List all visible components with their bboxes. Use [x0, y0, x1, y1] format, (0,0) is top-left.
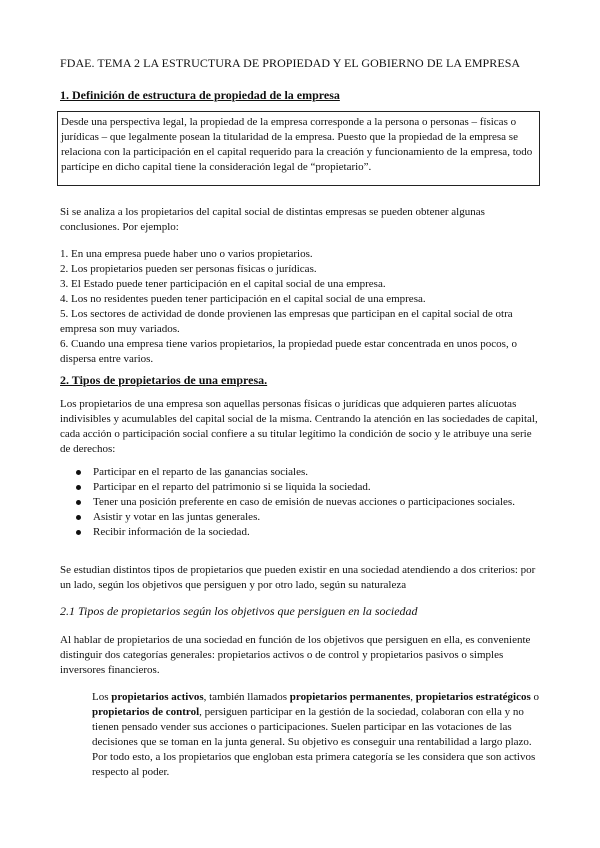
list-item-text: Participar en el reparto de las ganancias sociales. — [93, 466, 309, 478]
paragraph-text: , persiguen participar en la gestión de la sociedad, colaboran con ella y no tienen pensado vender sus acciones o participaciones. Suelen participar en las votaciones de las decisiones que se toman en la junta general. Su objetivo es conseguir una rentabilidad a largo plazo. Por todo esto, a los propietarios que engloban esta primera categoría se les considera que son activos respecto al poder. — [92, 706, 536, 778]
section1-heading: 1. Definición de estructura de propiedad de la empresa — [60, 88, 340, 102]
list-item: 2. Los propietarios pueden ser personas físicas o jurídicas. — [60, 263, 317, 275]
list-item: 1. En una empresa puede haber uno o varios propietarios. — [60, 248, 313, 260]
list-item — [76, 525, 536, 540]
conclusions-list — [60, 247, 540, 367]
paragraph-text: o — [530, 691, 539, 703]
bullet-icon — [76, 515, 81, 520]
list-item-text: Asistir y votar en las juntas generales. — [93, 511, 261, 523]
list-item — [76, 510, 536, 525]
list-item — [76, 480, 536, 495]
bold-term: propietarios estratégicos — [415, 691, 531, 703]
list-item: 6. Cuando una empresa tiene varios propietarios, la propiedad puede estar concentrada en unos pocos, o dispersa entre varios. — [60, 338, 517, 365]
list-item — [76, 495, 536, 510]
bold-term: propietarios permanentes — [289, 691, 411, 703]
bullet-icon — [76, 485, 81, 490]
subsection-intro: Al hablar de propietarios de una sociedad en función de los objetivos que persiguen en ella, es conveniente distinguir dos categorías generales: propietarios activos o de control y propietarios pasivos o simples inversores financieros. — [60, 634, 531, 676]
section2-heading: 2. Tipos de propietarios de una empresa. — [60, 373, 268, 387]
list-item-text: Tener una posición preferente en caso de emisión de nuevas acciones o participaciones sociales. — [93, 496, 515, 508]
subsection-heading: 2.1 Tipos de propietarios según los objetivos que persiguen en la sociedad — [60, 604, 418, 618]
definition-box: Desde una perspectiva legal, la propiedad de la empresa corresponde a la persona o personas – físicas o jurídicas – que legalmente posean la titularidad de la empresa. Puesto que la propiedad de la empresa se relaciona con la participación en el capital requerido para la creación y funcionamiento de la empresa, todo partícipe en dicho capital tiene la consideración legal de “propietario”. — [57, 111, 540, 186]
list-item: 3. El Estado puede tener participación en el capital social de una empresa. — [60, 278, 386, 290]
bold-term: propietarios de control — [92, 706, 200, 718]
rights-list — [76, 465, 536, 540]
section1-intro: Si se analiza a los propietarios del capital social de distintas empresas se pueden obtener algunas conclusiones. Por ejemplo: — [60, 206, 485, 233]
bold-term: propietarios activos — [111, 691, 204, 703]
document-title: FDAE. TEMA 2 LA ESTRUCTURA DE PROPIEDAD Y EL GOBIERNO DE LA EMPRESA — [60, 56, 521, 70]
list-item: 5. Los sectores de actividad de donde provienen las empresas que participan en el capital social de otra empresa son muy variados. — [60, 308, 513, 335]
bullet-icon — [76, 500, 81, 505]
list-item: 4. Los no residentes pueden tener participación en el capital social de una empresa. — [60, 293, 426, 305]
list-item — [76, 465, 536, 480]
bullet-icon — [76, 530, 81, 535]
list-item-text: Participar en el reparto del patrimonio si se liquida la sociedad. — [93, 481, 371, 493]
bullet-icon — [76, 470, 81, 475]
types-intro: Se estudian distintos tipos de propietarios que pueden existir en una sociedad atendiendo a dos criterios: por un lado, según los objetivos que persiguen y por otro lado, según su naturaleza — [60, 564, 536, 591]
paragraph-text: Los — [92, 691, 112, 703]
active-owners-paragraph — [92, 690, 540, 780]
section2-intro: Los propietarios de una empresa son aquellas personas físicas o jurídicas que adquieren partes alícuotas indivisibles y acumulables del capital social de la misma. Centrando la atención en las sociedades de capital, cada acción o participación social confiere a su titular legítimo la condición de socio y le atribuye una serie de derechos: — [60, 398, 538, 455]
paragraph-text: , también llamados — [203, 691, 290, 703]
paragraph-text: , — [410, 691, 416, 703]
list-item-text: Recibir información de la sociedad. — [93, 526, 250, 538]
